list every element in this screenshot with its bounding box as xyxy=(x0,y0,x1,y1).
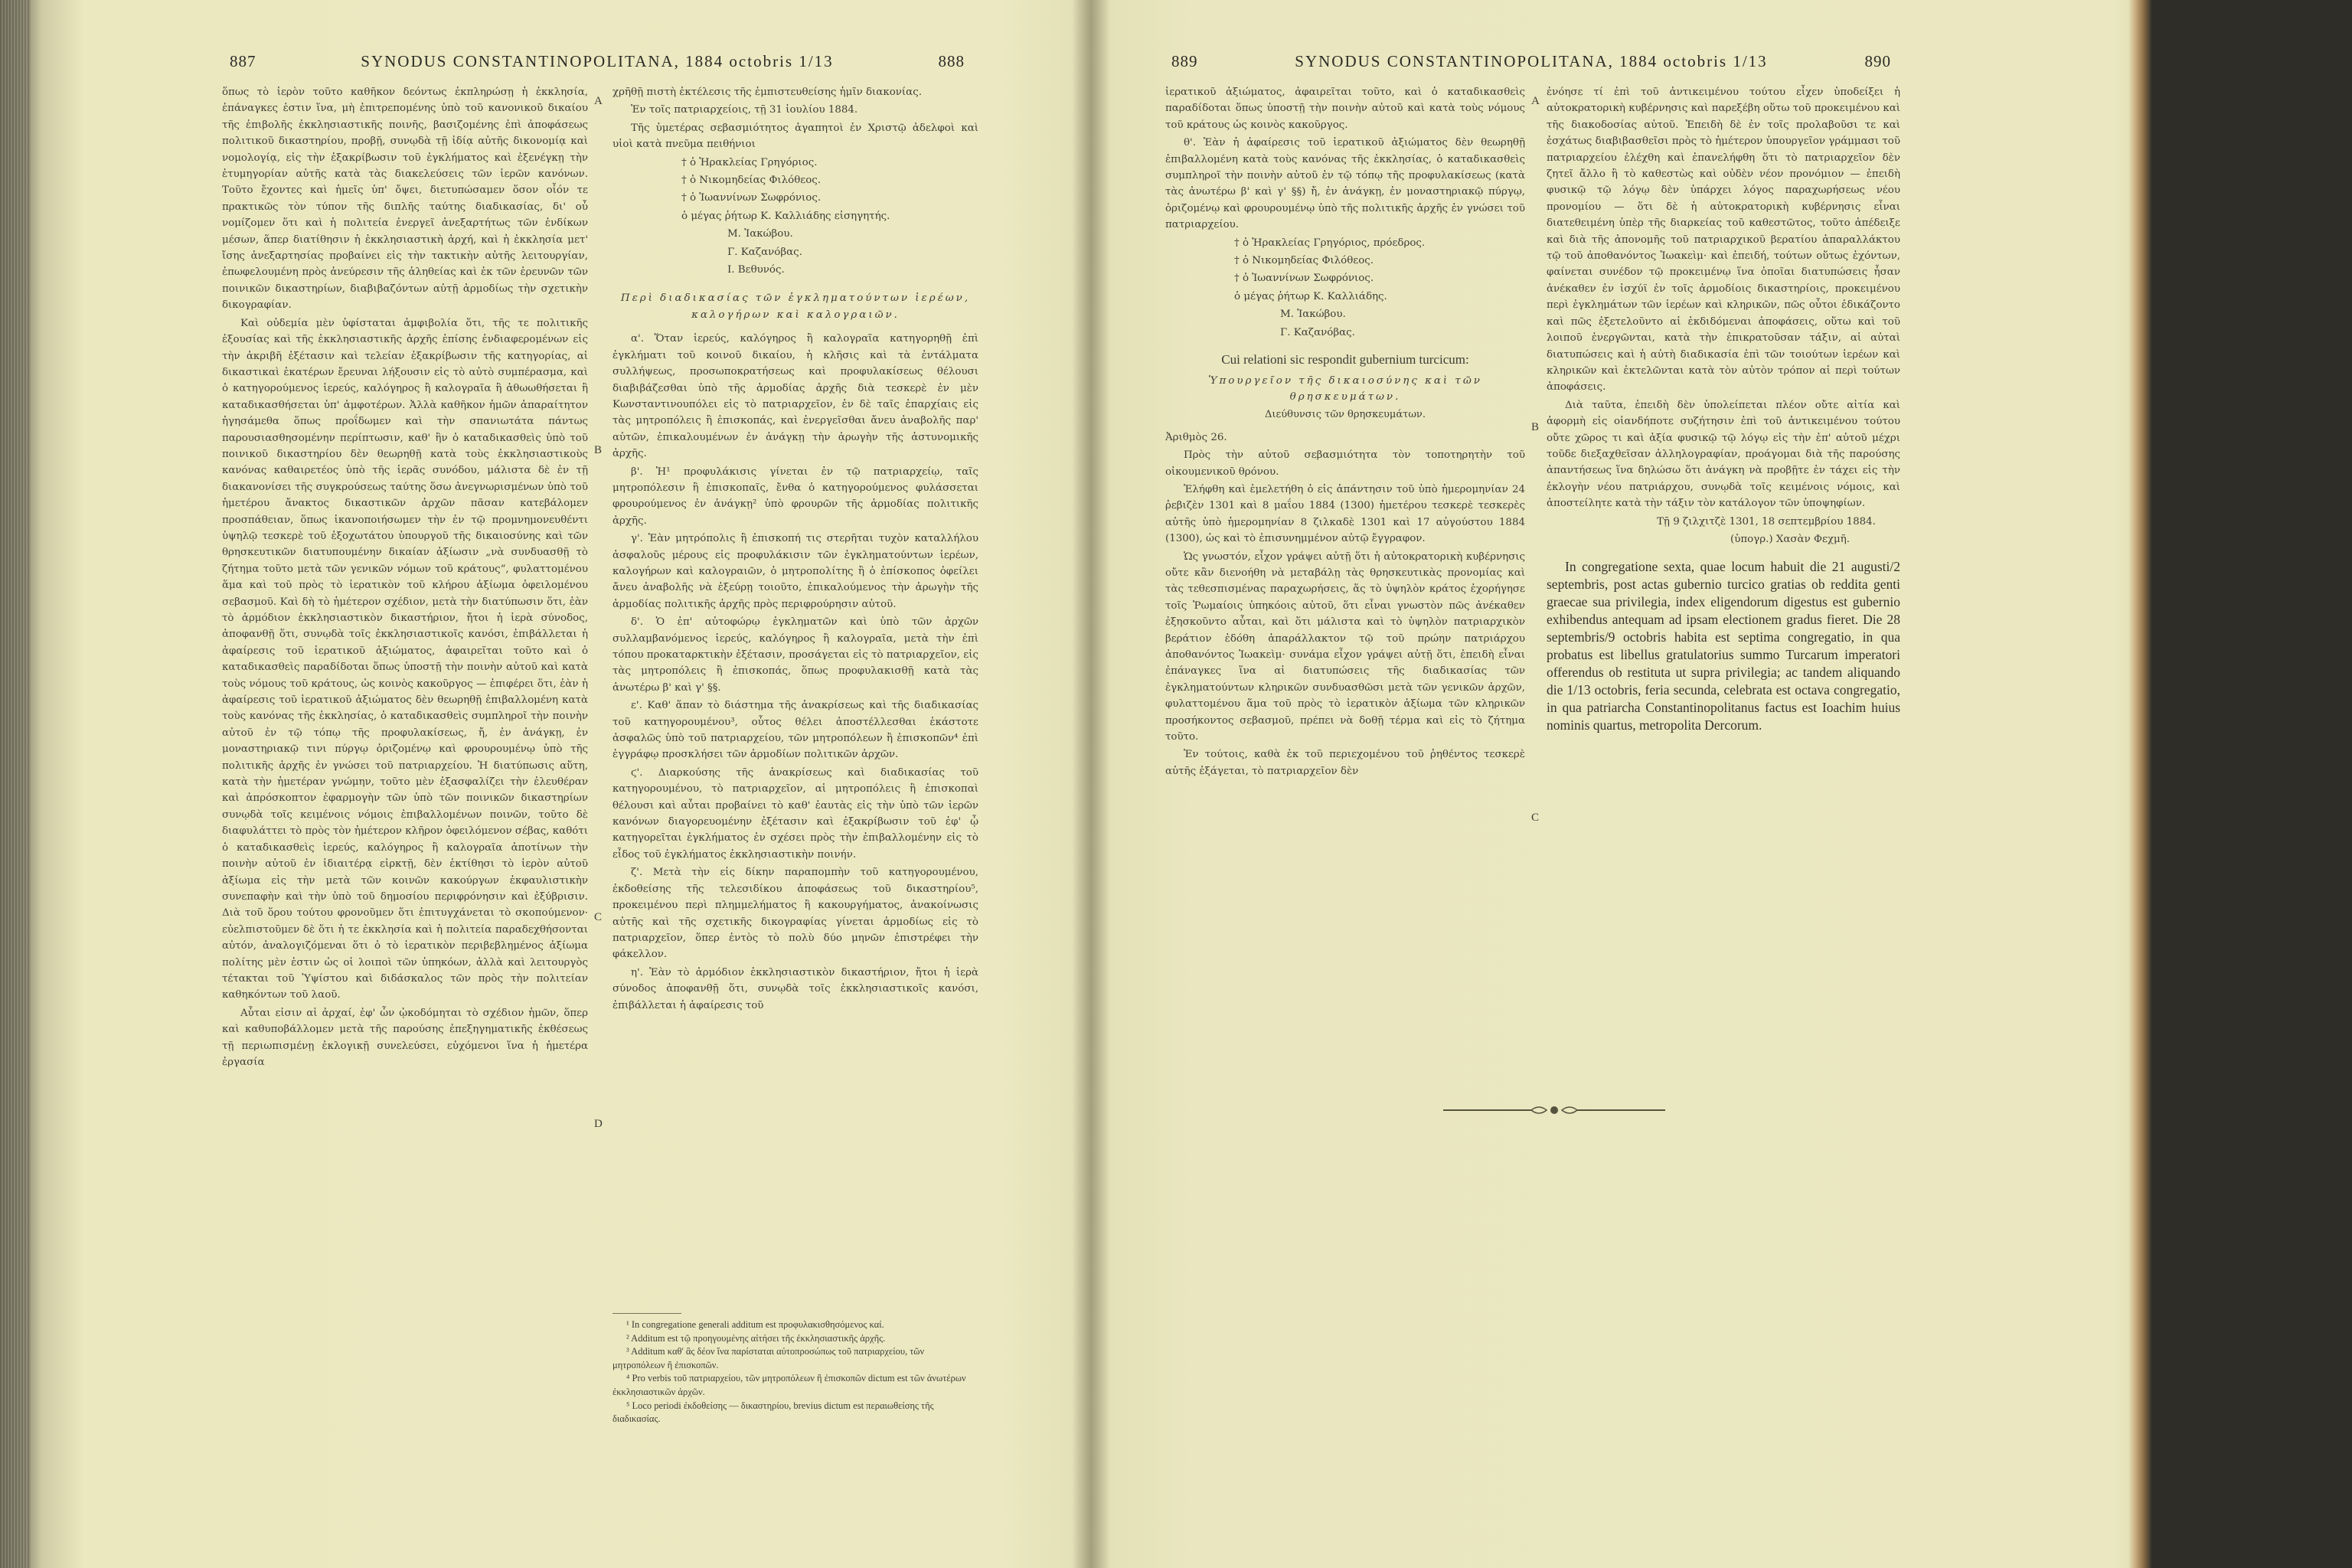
margin-letter-c: C xyxy=(1531,812,1540,824)
footnote: ⁵ Loco periodi ἐκδοθείσης — δικαστηρίου, brevius dictum est περαιωθείσης τῆς διαδικασίας. xyxy=(612,1400,934,1425)
ministry-heading: Ὑπουργεῖον τῆς δικαιοσύνης καὶ τῶν θρησκευμάτων. xyxy=(1208,374,1482,403)
margin-letter-b: B xyxy=(1531,421,1540,433)
number-line: Ἀριθμὸς 26. xyxy=(1165,431,1227,443)
running-head: SYNODUS CONSTANTINOPOLITANA, 1884 octobris 1/13 xyxy=(1295,51,1768,70)
paragraph: Αὗται εἰσιν αἱ ἀρχαί, ἐφ' ὧν ᾠκοδόμηται τὸ σχέδιον ἡμῶν, ὅπερ καὶ καθυποβάλλομεν μετὰ τῆς παρούσης ἐπεξηγηματικῆς ἐκθέσεως τῇ περιωπισμένῃ ἐκλογικῇ συνελεύσει, εὐχόμενοι ἵνα ἡ ἡμετέρα ἐργασία xyxy=(222,1007,588,1068)
paragraph: Ἐν τούτοις, καθὰ ἐκ τοῦ περιεχομένου τοῦ ῥηθέντος τεσκερὲ αὐτῆς ἐξάγεται, τὸ πατριαρχεῖον δὲν xyxy=(1165,749,1525,777)
left-page-header xyxy=(230,46,965,77)
signatory: ὁ μέγας ῥήτωρ Κ. Καλλιάδης. xyxy=(1234,290,1387,302)
paragraph: χρῆθῇ πιστὴ ἐκτέλεσις τῆς ἐμπιστευθείσης ἡμῖν διακονίας. xyxy=(612,87,922,98)
running-head: SYNODUS CONSTANTINOPOLITANA, 1884 octobris 1/13 xyxy=(361,51,834,70)
footnote: ⁴ Pro verbis τοῦ πατριαρχείου, τῶν μητροπόλεων ἢ ἐπισκοπῶν dictum est τῶν ἀνωτέρων ἐκκλησιαστικῶν ἀρχῶν. xyxy=(612,1373,966,1397)
footnotes xyxy=(612,1318,978,1426)
signatory: Γ. Καζανόβας. xyxy=(727,246,802,258)
signatory: † ὁ Νικομηδείας Φιλόθεος. xyxy=(681,175,822,187)
ornament-divider-icon xyxy=(1443,1102,1665,1118)
directorate-heading: Διεύθυνσις τῶν θρησκευμάτων. xyxy=(1265,409,1426,421)
footnote: ¹ In congregatione generali additum est προφυλακισθησόμενος καί. xyxy=(626,1319,884,1330)
article: δ'. Ὁ ἐπ' αὐτοφώρῳ ἐγκληματῶν καὶ ὑπὸ τῶν ἀρχῶν συλλαμβανόμενος ἱερεύς, καλόγηρος ἢ καλογραῖα, μετὰ τὴν ἐπὶ τόπου προκαταρκτικὴν ἐξέτασιν, προσάγεται εἰς τὸ πατριαρχεῖον, εἰς τὰς μητροπόλεις ἢ ἐπισκοπάς, ὅπως προφυλακισθῇ κατὰ τὰς ἀνωτέρω β' καὶ γ' §§. xyxy=(612,616,978,694)
signatory: Μ. Ἰακώβου. xyxy=(727,228,793,240)
page-number-889: 889 xyxy=(1171,51,1198,70)
signatory-list xyxy=(612,155,978,279)
latin-paragraph: In congregatione sexta, quae locum habuit die 21 augusti/2 septembris, post actas gubernio turcico gratias ob reddita genti graecae sua privilegia, index eligendorum digestus est gubernio exhibendus antequam ad ipsam electionem gradus fieret. Die 28 septembris/9 octobris habita est septima congregatio, in qua probatus est libellus gratulatorius summo Turcarum imperatori offerendus ob restituta ut supra privilegia; ac tandem aliquando die 1/13 octobris, feria secunda, celebrata est octava congregatio, in qua patriarcha Constantinopolitanus factus est Ioachim huius nominis quartus, metropolita Dercorum. xyxy=(1547,559,1900,733)
article: ϛ'. Διαρκούσης τῆς ἀνακρίσεως καὶ διαδικασίας τοῦ κατηγορουμένου, τὸ πατριαρχεῖον, αἱ μητροπόλεις ἢ ἐπισκοπαὶ θέλουσι καὶ αὗται προβαίνει τὸ καθ' ἑαυτὰς εἰς τὴν ὑπὸ τῶν ἱερῶν κανόνων διαγορευομένην ἐξέτασιν καὶ ἐξακρίβωσιν τοῦ ἐφ' ᾧ κατηγορεῖται ἐγκλήματος ἐν σχέσει πρὸς τὴν ἐπιβαλλομένην εἰς τὸ εἶδος τοῦ ἐγκλήματος ἐκκλησιαστικὴν ποινήν. xyxy=(612,766,978,861)
paragraph: ἱερατικοῦ ἀξιώματος, ἀφαιρεῖται τοῦτο, καὶ ὁ καταδικασθεὶς παραδίδοται ὅπως ὑποστῇ τὴν ποινὴν αὐτοῦ καὶ κατὰ τοὺς νόμους τοῦ κράτους ὡς κοινὸς κακοῦργος. xyxy=(1165,87,1525,131)
left-column-1 xyxy=(222,84,588,1340)
article: β'. Ἡ¹ προφυλάκισις γίνεται ἐν τῷ πατριαρχείῳ, ταῖς μητροπόλεσιν ἢ ἐπισκοπαῖς, ἔνθα ὁ κατηγορούμενος φυλάσσεται φρουρούμενος ἐν ἀνάγκῃ² ὑπὸ φρουρῶν τῆς ἁρμοδίας πολιτικῆς ἀρχῆς. xyxy=(612,466,978,527)
paragraph: ὅπως τὸ ἱερὸν τοῦτο καθῆκον δεόντως ἐκπληρώσῃ ἡ ἐκκλησία, ἐπάναγκες ἐστιν ἵνα, μὴ ἐπιτρεπομένης ὑπὸ τοῦ κανονικοῦ δικαίου τῆς ἐπιβολῆς ἐκκλησιαστικῆς ποινῆς, βασιζομένης ἐπὶ ἀποφάσεως πολιτικοῦ δικαστηρίου, προβῇ, συνῳδὰ τῇ ἰδίᾳ αὐτῆς δικονομίᾳ καὶ νομολογίᾳ, εἰς τὴν ἐξακρίβωσιν τοῦ ἐγκλήματος καὶ ἐξενέγκῃ τὴν ἐτυμηγορίαν αὐτῆς κατὰ τὰς διακελεύσεις τῶν ἱερῶν κανόνων. Τοῦτο ἔχοντες καὶ ἡμεῖς ὑπ' ὄψει, διετυπώσαμεν ὅσον οἷόν τε πρακτικῶς τὸν τύπον τῆς διπλῆς ταύτης διαδικασίας, δι' οὗ νομίζομεν ὅτι καὶ ἡ πολιτεία ἐνεργεῖ ἀνεξαρτήτως τῶν ἐνδίκων μέσων, ἅπερ διατίθησιν ἡ ἐκκλησιαστικὴ ἀρχή, καὶ ἡ ἐκκλησία μετ' ἴσης ἀνεξαρτησίας προβαίνει εἰς τὴν τακτικὴν αὐτῆς λειτουργίαν, ἐπωφελουμένη πρὸς ἀνεύρεσιν τῆς ἀληθείας καὶ ἐκ τῶν ἐρευνῶν τῶν ποινικῶν δικαστηρίων, διαβιβαζόντων αὐτῇ ἁρμοδίως τὴν σχετικὴν δικογραφίαν. xyxy=(222,87,588,312)
signatory: Γ. Καζανόβας. xyxy=(1280,326,1355,338)
page-edges xyxy=(0,0,31,1568)
left-column-2 xyxy=(612,84,978,1309)
margin-letter-a: A xyxy=(1531,95,1540,107)
article: ζ'. Μετὰ τὴν εἰς δίκην παραπομπὴν τοῦ κατηγορουμένου, ἐκδοθείσης τῆς τελεσιδίκου ἀποφάσεως τοῦ δικαστηρίου⁵, προκειμένου περὶ πλημμελήματος ἢ κακουργήματος, ἀνακοίνωσις αὐτῆς καὶ τῆς σχετικῆς δικογραφίας γίνεται ἁρμοδίως εἰς τὸ πατριαρχεῖον, ὅπερ ἐντὸς τὸ πολὺ δύο μηνῶν ἐπιστρέφει τὴν φάκελλον. xyxy=(612,867,978,961)
latin-heading: Cui relationi sic respondit gubernium turcicum: xyxy=(1221,352,1469,368)
signatory: Ι. Βεθυνός. xyxy=(727,264,785,276)
signatory: † ὁ Ἰωαννίνων Σωφρόνιος. xyxy=(681,192,822,204)
footnote-rule xyxy=(612,1313,681,1314)
signature: (ὑπογρ.) Χασὰν Φεχμῆ. xyxy=(1730,533,1851,545)
footnote: ³ Additum καθ' ἃς δέον ἵνα παρίσταται αὐτοπροσώπως τοῦ πατριαρχείου, τῶν μητροπόλεων ἢ ἐπισκοπῶν. xyxy=(612,1346,925,1370)
right-column-2 xyxy=(1547,84,1900,1003)
margin-letter-b: B xyxy=(594,444,603,456)
article: α'. Ὅταν ἱερεύς, καλόγηρος ἢ καλογραῖα κατηγορηθῇ ἐπὶ ἐγκλήματι τοῦ κοινοῦ δικαίου, ἡ κλῆσις καὶ τὰ ἐντάλματα συλλήψεως, προσωποκρατήσεως καὶ προφυλακίσεως θέλουσι διαβιβάζεσθαι ὑπὸ τῆς ἁρμοδίας ἀρχῆς διὰ τεσκερὲ ἐν μὲν Κωνσταντινουπόλει εἰς τὸ πατριαρχεῖον, ἐν δὲ ταῖς ἐπαρχίαις εἰς τὰς μητροπόλεις ἢ ἐπισκοπάς, καὶ ἐνεργεῖσθαι ἄνευ ἀναβολῆς παρ' αὐτῶν, ἐπικαλουμένων ἐν ἀνάγκῃ τὴν ἀρωγὴν τῆς ἀστυνομικῆς ἀρχῆς. xyxy=(612,333,978,460)
signatory-list xyxy=(1165,235,1525,341)
margin-letter-d: D xyxy=(594,1118,603,1130)
right-column-1 xyxy=(1165,84,1525,1049)
margin-letter-a: A xyxy=(594,95,603,107)
paragraph: Διὰ ταῦτα, ἐπειδὴ δὲν ὑπολείπεται πλέον οὔτε αἰτία καὶ ἀφορμὴ εἰς οἱανδήποτε συζήτησιν ἐπὶ τοῦ ἀντικειμένου τούτου οὔτε χῶρος τι καὶ ἀξία φυσικῷ τῷ λόγῳ εἰς τὴν ἐπ' αὐτοῦ μέχρι τοῦδε διεξαχθεῖσαν ἀλληλογραφίαν, προάγομαι διὰ τῆς παρούσης ἀπαντήσεως ἵνα δηλώσω ὅτι ἀνάγκη νὰ προβῇτε ἐν τάχει εἰς τὴν ἐκλογὴν νέου πατριάρχου, συνῳδὰ τοῖς κειμένοις νόμοις, καὶ ἀποστείλητε κατὰ τὴν τάξιν τὸν κατάλογον τῶν ὑποψηφίων. xyxy=(1547,399,1900,510)
article: γ'. Ἐὰν μητρόπολις ἢ ἐπισκοπή τις στερῆται τυχὸν καταλλήλου ἀσφαλοῦς μέρους εἰς προφυλάκισιν τῶν ἐγκληματούντων ἱερέων, καλογήρων καὶ καλογραιῶν, ὁ μητροπολίτης ἢ ὁ ἐπίσκοπος ὀφείλει ἄνευ ἀναβολῆς νὰ ἐξεύρῃ τοιοῦτο, ἐπικαλούμενος τὴν ἀρωγὴν τῆς ἁρμοδίας πολιτικῆς ἀρχῆς πρὸς περιφρούρησιν αὐτοῦ. xyxy=(612,533,978,610)
signatory: † ὁ Νικομηδείας Φιλόθεος. xyxy=(1234,255,1374,267)
signatory: Μ. Ἰακώβου. xyxy=(1280,309,1346,321)
margin-letter-c: C xyxy=(594,911,603,923)
date-line: Ἐν τοῖς πατριαρχείοις, τῇ 31 ἰουλίου 1884. xyxy=(631,104,858,116)
paragraph: Καὶ οὐδεμία μὲν ὑφίσταται ἀμφιβολία ὅτι, τῆς τε πολιτικῆς ἐξουσίας καὶ τῆς ἐκκλησιαστικῆς ἀρχῆς ἐπίσης ἐνδιαφερομένων εἰς τὴν ἀκριβῆ ἐξέτασιν καὶ τελείαν ἐξακρίβωσιν τῆς κατηγορίας, αἱ δικαστικαὶ ἑκατέρων ἔρευναι λήξουσιν εἰς τὸ αὐτὸ συμπέρασμα, καὶ ὁ κατηγορούμενος ἱερεύς, καλόγηρος ἢ καλογραῖα ἢ ἀθωωθήσεται ἢ καταδικασθήσεται ὑπ' ἀμφοτέρων. Ἀλλὰ καθῆκον ἡμῶν ἀπαραίτητον ἡγησάμεθα ὅπως προΐδωμεν καὶ τὴν σπανιωτάτα πάντως παρουσιασθησομένην περίπτωσιν, καθ' ἣν ὁ καταδικασθεὶς ὑπὸ τοῦ ποινικοῦ δικαστηρίου δὲν θεωρηθῇ κατὰ τοὺς ἐκκλησιαστικοὺς κανόνας καθαιρετέος ὑπὸ τῆς ἱερᾶς συνόδου, μάλιστα δὲ ἐν τῇ διακανονίσει τῆς συγκρούσεως ταύτης ὅσω ἀνεγνωρισμένων ὑπὸ τοῦ ἡμετέρου ἄνακτος δικαστικῶν ἀρχῶν πᾶσαν κατεβάλομεν προσπάθειαν, ὅπως ἱκανοποιήσωμεν τὴν ἐν τῷ προμνημονευθέντι ὑψηλῷ τεσκερὲ τοῦ ἐξοχωτάτου ὑπουργοῦ τῆς δικαιοσύνης καὶ τῶν θρησκευτικῶν διατυπουμένην δικαίαν ἀξίωσιν „νὰ συνδυασθῇ τὸ ζήτημα τοῦτο μετὰ τῶν γενικῶν νόμων τοῦ κράτους“, φυλαττομένου ἅμα καὶ τοῦ πρὸς τὸ ἱερατικὸν τοῦ κλήρου ἀξίωμα ὀφειλομένου σεβασμοῦ. Καὶ δὴ τὸ ἡμέτερον σχέδιον, μετὰ τὴν διατύπωσιν ὅτι, ἐὰν τὸ ἁρμόδιον ἐκκλησιαστικὸν δικαστήριον, ἤτοι ἡ ἱερὰ σύνοδος, ἀποφανθῇ ὅτι, συνῳδὰ τοῖς ἐκκλησιαστικοῖς κανόσι, ἐπιβάλλεται ἡ ἀφαίρεσις τοῦ ἱερατικοῦ ἀξιώματος, ἀφαιρεῖται τοῦτο καὶ ὁ καταδικασθεὶς παραδίδοται ὅπως ὑποστῇ τὴν ποινὴν αὐτοῦ καὶ κατὰ τοὺς νόμους τοῦ κράτους, ὡς κοινὸς κακοῦργος — ἐπιφέρει ὅτι, ἐὰν ἡ ἀφαίρεσις τοῦ ἱερατικοῦ ἀξιώματος δὲν θεωρηθῇ ἐπιβαλλομένη κατὰ τοὺς κανόνας τῆς ἐκκλησίας, ὁ καταδικασθεὶς συμπληροῖ τὴν ποινὴν αὐτοῦ ἐν τῷ τόπῳ τῆς προφυλακίσεως, ἤ, ἐν ἀνάγκῃ, ἐν μοναστηριακῷ τινι πύργῳ ὁριζομένῳ καὶ φρουρουμένῳ ὑπὸ τῆς πολιτικῆς ἀρχῆς ἐν γνώσει τοῦ πατριαρχείου. Ἡ διατύπωσις αὕτη, κατὰ τὴν ἡμετέραν γνώμην, τοῦτο μὲν ἐξασφαλίζει τὴν ἐλευθέραν καὶ ἀπρόσκοπτον ἐφαρμογὴν τῶν ὑπὸ τῶν ποινικῶν δικαστηρίων συνῳδὰ τοῖς κειμένοις νόμοις ἐπιβαλλομένων ποινῶν, τοῦτο δὲ διαφυλάττει τὸ πρὸς τὸν ἡμέτερον κλῆρον ὀφειλόμενον σέβας, καθότι ὁ καταδικασθεὶς ἱερεύς, καλόγηρος ἢ καλογραῖα ἀποτίνων τὴν ποινὴν αὐτοῦ ἐν ἰδιαιτέρᾳ εἱρκτῇ, δὲν ἐκτίθησι τὸ ἱερὸν αὐτοῦ ἀξίωμα εἰς τὴν μετὰ τῶν κοινῶν κακούργων ἐκφαυλιστικὴν συνεπαφὴν καὶ τὴν ὑπὸ τοῦ δημοσίου περιφρόνησιν καὶ ἐξύβρισιν. Διὰ τοῦ ὅρου τούτου φρονοῦμεν ὅτι ἐπιτυγχάνεται τὸ σκοπούμενον· εὐελπιστοῦμεν δὲ ὅτι ἡ τε ἐκκλησία καὶ ἡ πολιτεία παραδεχθήσονται αὐτόν, ἀναλογιζόμεναι ὅτι ὁ τὸ ἱερατικὸν περιβεβλημένος ἀξίωμα πολίτης μὲν ἐστιν ὡς οἱ λοιποὶ τῶν ὑπηκόων, ἀλλὰ καὶ λειτουργὸς τέτακται τοῦ Ὑψίστου καὶ διδάσκαλος τῶν πρὸς τὴν πολιτείαν καθηκόντων τοῦ λαοῦ. xyxy=(222,317,588,1001)
signatory: † ὁ Ἡρακλείας Γρηγόριος. xyxy=(681,156,818,168)
footnote: ² Additum est τῷ προηγουμένης αἰτήσει τῆς ἐκκλησιαστικῆς ἀρχῆς. xyxy=(626,1332,886,1344)
book-gutter xyxy=(1072,0,1110,1568)
section-heading: Περὶ διαδικασίας τῶν ἐγκληματούντων ἱερέων, καλογήρων καὶ καλογραιῶν. xyxy=(620,292,971,321)
article: θ'. Ἐὰν ἡ ἀφαίρεσις τοῦ ἱερατικοῦ ἀξιώματος δὲν θεωρηθῇ ἐπιβαλλομένη κατὰ τοὺς κανόνας τῆς ἐκκλησίας, ὁ καταδικασθεὶς συμπληροῖ τὴν ποινὴν αὐτοῦ ἐν τῷ τόπῳ τῆς προφυλακίσεως (κατὰ τὰς ἀνωτέρω β' καὶ γ' §§) ἤ, ἐν ἀνάγκῃ, ἐν μοναστηριακῷ πύργῳ, ὁριζομένῳ καὶ φρουρουμένῳ ὑπὸ τῆς πολιτικῆς ἀρχῆς ἐν γνώσει τοῦ πατριαρχείου. xyxy=(1165,137,1525,231)
signatory: † ὁ Ἰωαννίνων Σωφρόνιος. xyxy=(1234,273,1374,285)
paragraph: ἐνόησε τί ἐπὶ τοῦ ἀντικειμένου τούτου εἶχεν ὑποδείξει ἡ αὐτοκρατορικὴ κυβέρνησις καὶ παρεξέβη οὕτω τοῦ προκειμένου καὶ τῆς διακοδοσίας αὐτοῦ. Ἐπειδὴ δὲ ἐν τοῖς προλαβοῦσι τε καὶ ἐσχάτως διαβιβασθεῖσι πρὸς τὸ ἡμέτερον ὑπουργεῖον γράμμασι τοῦ πατριαρχείου ἐλέχθη καὶ ἐπανελήφθη ὅτι τὸ πατριαρχεῖον δὲν ζητεῖ ἄλλο ἢ τὸ καθεστὼς καὶ οὐδὲν νέον προνόμιον — ἐπειδὴ φυσικῷ τῷ λόγῳ δὲν ὑπάρχει λόγος παραχωρήσεως νέου προνομίου — ὅτι δὲ ἡ αὐτοκρατορικὴ κυβέρνησις εἶναι διατεθειμένη ὑπὲρ τῆς διαρκείας τοῦ καθεστῶτος, τοῦτο ἀπέδειξε καὶ διὰ τῆς ἀπονομῆς τοῦ πατριαρχικοῦ βερατίου ἀπαραλλάκτου τῷ τοῦ ἀποθανόντος Ἰωακεὶμ· καὶ ἐπειδή, τούτων οὕτως ἐχόντων, φαίνεται συνέδον τῷ προκειμένῳ ἵνα ὁποῖαι διατυπώσεις ἦσαν ἀνέκαθεν ἐν ἰσχύϊ ἐν τοῖς ἁρμοδίοις δικαστηρίοις, προκειμένου περὶ ἐγκλημάτων τῶν ἱερέων καὶ κληρικῶν, πῶς οὗτοι ἐδικάζοντο καὶ πῶς ἐξετελοῦντο αἱ ἐκδιδόμεναι ἀποφάσεις, οὕτω καὶ τοῦ λοιποῦ ἐνεργῶνται, κατὰ τὴν ἐπικρατοῦσαν τάξιν, αἱ αὐταὶ διατυπώσεις καὶ ἡ αὐτὴ διαδικασία ἐπὶ τῶν τοιούτων ἱερέων καὶ κληρικῶν καὶ ἐκτελῶνται κατὰ τὸν αὐτὸν τρόπον αἱ περὶ τούτων ἀποφάσεις. xyxy=(1547,87,1900,394)
article: η'. Ἐὰν τὸ ἁρμόδιον ἐκκλησιαστικὸν δικαστήριον, ἤτοι ἡ ἱερὰ σύνοδος ἀποφανθῇ ὅτι, συνῳδὰ τοῖς ἐκκλησιαστικοῖς κανόσι, ἐπιβάλλεται ἡ ἀφαίρεσις τοῦ xyxy=(612,966,978,1011)
page-number-888: 888 xyxy=(938,51,965,70)
page-number-890: 890 xyxy=(1864,51,1891,70)
paragraph: Ὡς γνωστόν, εἶχον γράψει αὐτῇ ὅτι ἡ αὐτοκρατορικὴ κυβέρνησις οὔτε κἂν διενοήθη νὰ μεταβάλῃ τὰς θρησκευτικὰς προνομίας καὶ τὰς τεθεσπισμένας παραχωρήσεις, ἅς τὸ ὑψηλὸν κράτος ἐχορήγησε τοῖς Ῥωμαίοις ὑπηκόοις αὐτοῦ, ὅτι εἶναι γνωστὸν πῶς ἀνέκαθεν ἐξησκοῦντο αὗται, καὶ ὅτι μάλιστα καὶ τὸ ὑψηλὸν πατριαρχικὸν βεράτιον ἐδόθη ἀπαράλλακτον τῷ τοῦ πρώην πατριάρχου ἀποθανόντος Ἰωακεὶμ· συνάμα εἶχον γράψει αὐτῇ ὅτι, ἐπειδὴ εἶναι ἐπάναγκες ἵνα αἱ διατυπώσεις τῆς διαδικασίας τῶν ἐγκληματούντων κληρικῶν συνδυασθῶσι μετὰ τῶν γενικῶν ἀρχῶν, φυλαττομένου ἅμα τοῦ πρὸς τὸ ἱερατικὸν ἀξίωμα τῶν κληρικῶν προσήκοντος σεβασμοῦ, πρέπει νὰ δοθῇ τέρμα καὶ εἰς τὸ ζήτημα τοῦτο. xyxy=(1165,550,1525,743)
address-line: Πρὸς τὴν αὐτοῦ σεβασμιότητα τὸν τοποτηρητὴν τοῦ οἰκουμενικοῦ θρόνου. xyxy=(1165,449,1525,478)
salutation: Τῆς ὑμετέρας σεβασμιότητος ἀγαπητοὶ ἐν Χριστῷ ἀδελφοὶ καὶ υἱοὶ κατὰ πνεῦμα πειθήνιοι xyxy=(612,122,978,151)
date-line: Τῇ 9 ζιλχιτζὲ 1301, 18 σεπτεμβρίου 1884. xyxy=(1657,515,1876,528)
paragraph: Ἐλήφθη καὶ ἐμελετήθη ὁ εἰς ἀπάντησιν τοῦ ὑπὸ ἡμερομηνίαν 24 ῥεβιζὲν 1301 καὶ 8 μαΐου 1884 (1300) ἡμετέρου τεσκερὲ τεσκερὲς αὐτῆς ὑπὸ ἡμερομηνίαν 8 ζιλκαδὲ 1301 καὶ 17 αὐγούστου 1884 (1300), ὡς καὶ τὸ ἐπισυνημμένον αὐτῷ ἔγγραφον. xyxy=(1165,483,1525,545)
article: ε'. Καθ' ἅπαν τὸ διάστημα τῆς ἀνακρίσεως καὶ τῆς διαδικασίας τοῦ κατηγορουμένου³, οὗτος θέλει ἀποστέλλεσθαι ἑκάστοτε ἀσφαλῶς ὑπὸ τοῦ πατριαρχείου, τῶν μητροπόλεων ἢ ἐπισκοπῶν⁴ ἐπὶ ἐγγράφῳ προσκλήσει τῶν ἁρμοδίων πολιτικῶν ἀρχῶν. xyxy=(612,700,978,761)
page-number-887: 887 xyxy=(230,51,256,70)
signatory: ὁ μέγας ῥήτωρ Κ. Καλλιάδης εἰσηγητής. xyxy=(681,210,890,222)
right-page-header xyxy=(1171,46,1891,77)
signatory: † ὁ Ἡρακλείας Γρηγόριος, πρόεδρος. xyxy=(1234,237,1426,249)
background-surface xyxy=(2151,0,2352,1568)
